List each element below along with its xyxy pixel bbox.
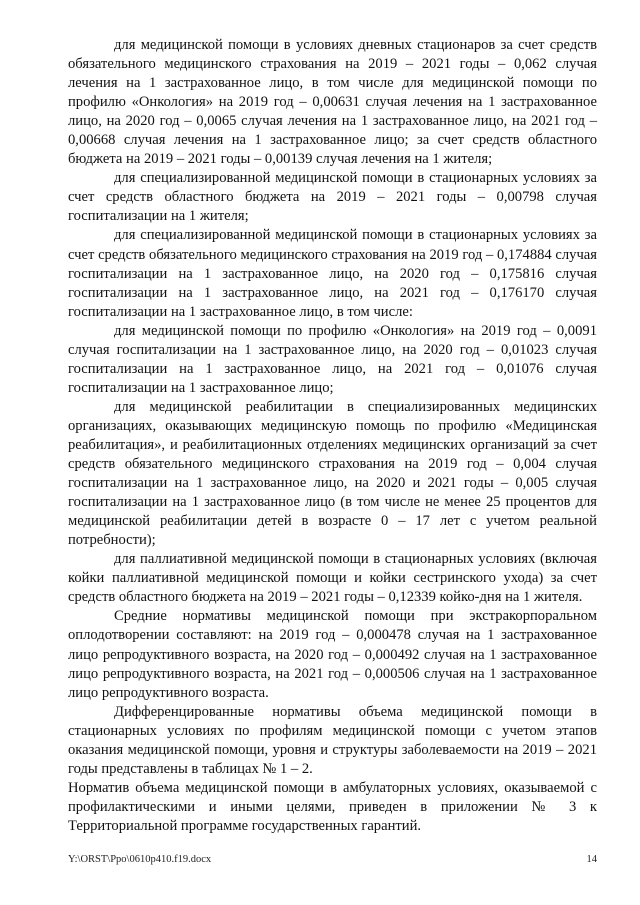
document-body <box>68 36 597 836</box>
paragraph-day-hospital: для медицинской помощи в условиях дневных стационаров за счет средств обязательного медицинского страхования на 2019 – 2021 годы – 0,062 случая лечения на 1 застрахованное лицо, в том числе для медицинской помощи по профилю «Онкология» на 2019 год – 0,00631 случая лечения на 1 застрахованное лицо, на 2020 год – 0,0065 случая лечения на 1 застрахованное лицо, на 2021 год – 0,00668 случая лечения на 1 застрахованное лицо; за счет средств областного бюджета на 2019 – 2021 годы – 0,00139 случая лечения на 1 жителя; <box>68 37 597 168</box>
paragraph-ivf: Средние нормативы медицинской помощи при экстракорпоральном оплодотворении составляют: на 2019 год – 0,000478 случая на 1 застрахованное лицо репродуктивного возраста, на 2020 год – 0,000492 случая на 1 застрахованное лицо репродуктивного возраста, на 2021 год – 0,000506 случая на 1 застрахованное лицо репродуктивного возраста. <box>68 608 597 701</box>
paragraph-differentiated-norms: Дифференцированные нормативы объема медицинской помощи в стационарных условиях по профилям медицинской помощи с учетом этапов оказания медицинской помощи, уровня и структуры заболеваемости на 2019 – 2021 годы представлены в таблицах № 1 – 2. <box>68 703 597 777</box>
paragraph-outpatient-norm: Норматив объема медицинской помощи в амбулаторных условиях, оказываемой с профилактическими и иными целями, приведен в приложении № 3 к Территориальной программе государственных гарантий. <box>68 779 597 834</box>
paragraph-rehabilitation: для медицинской реабилитации в специализированных медицинских организациях, оказывающих медицинскую помощь по профилю «Медицинская реабилитация», и реабилитационных отделениях медицинских организаций за счет средств обязательного медицинского страхования на 2019 год – 0,004 случая госпитализации на 1 застрахованное лицо, на 2020 и 2021 годы – 0,005 случая госпитализации на 1 застрахованное лицо (в том числе не менее 25 процентов для медицинской реабилитации детей в возрасте 0 – 17 лет с учетом реальной потребности); <box>68 398 597 549</box>
paragraph-oncology: для медицинской помощи по профилю «Онкология» на 2019 год – 0,0091 случая госпитализации на 1 застрахованное лицо, на 2020 год – 0,01023 случая госпитализации на 1 застрахованное лицо, на 2021 год – 0,01076 случая госпитализации на 1 застрахованное лицо; <box>68 322 597 396</box>
paragraph-specialized-oms: для специализированной медицинской помощи в стационарных условиях за счет средств обязательного медицинского страхования на 2019 год – 0,174884 случая госпитализации на 1 застрахованное лицо, на 2020 год – 0,175816 случая госпитализации на 1 застрахованное лицо, на 2021 год – 0,176170 случая госпитализации на 1 застрахованное лицо, в том числе: <box>68 227 597 320</box>
paragraph-palliative: для паллиативной медицинской помощи в стационарных условиях (включая койки паллиативной медицинской помощи и койки сестринского ухода) за счет средств областного бюджета на 2019 – 2021 годы – 0,12339 койко-дня на 1 жителя. <box>68 551 597 606</box>
paragraph-specialized-regional: для специализированной медицинской помощи в стационарных условиях за счет средств областного бюджета на 2019 – 2021 годы – 0,00798 случая госпитализации на 1 жителя; <box>68 170 597 225</box>
footer-file-path: Y:\ORST\Ppo\0610p410.f19.docx <box>68 854 212 865</box>
page-footer <box>68 854 597 865</box>
page-number: 14 <box>586 854 597 865</box>
